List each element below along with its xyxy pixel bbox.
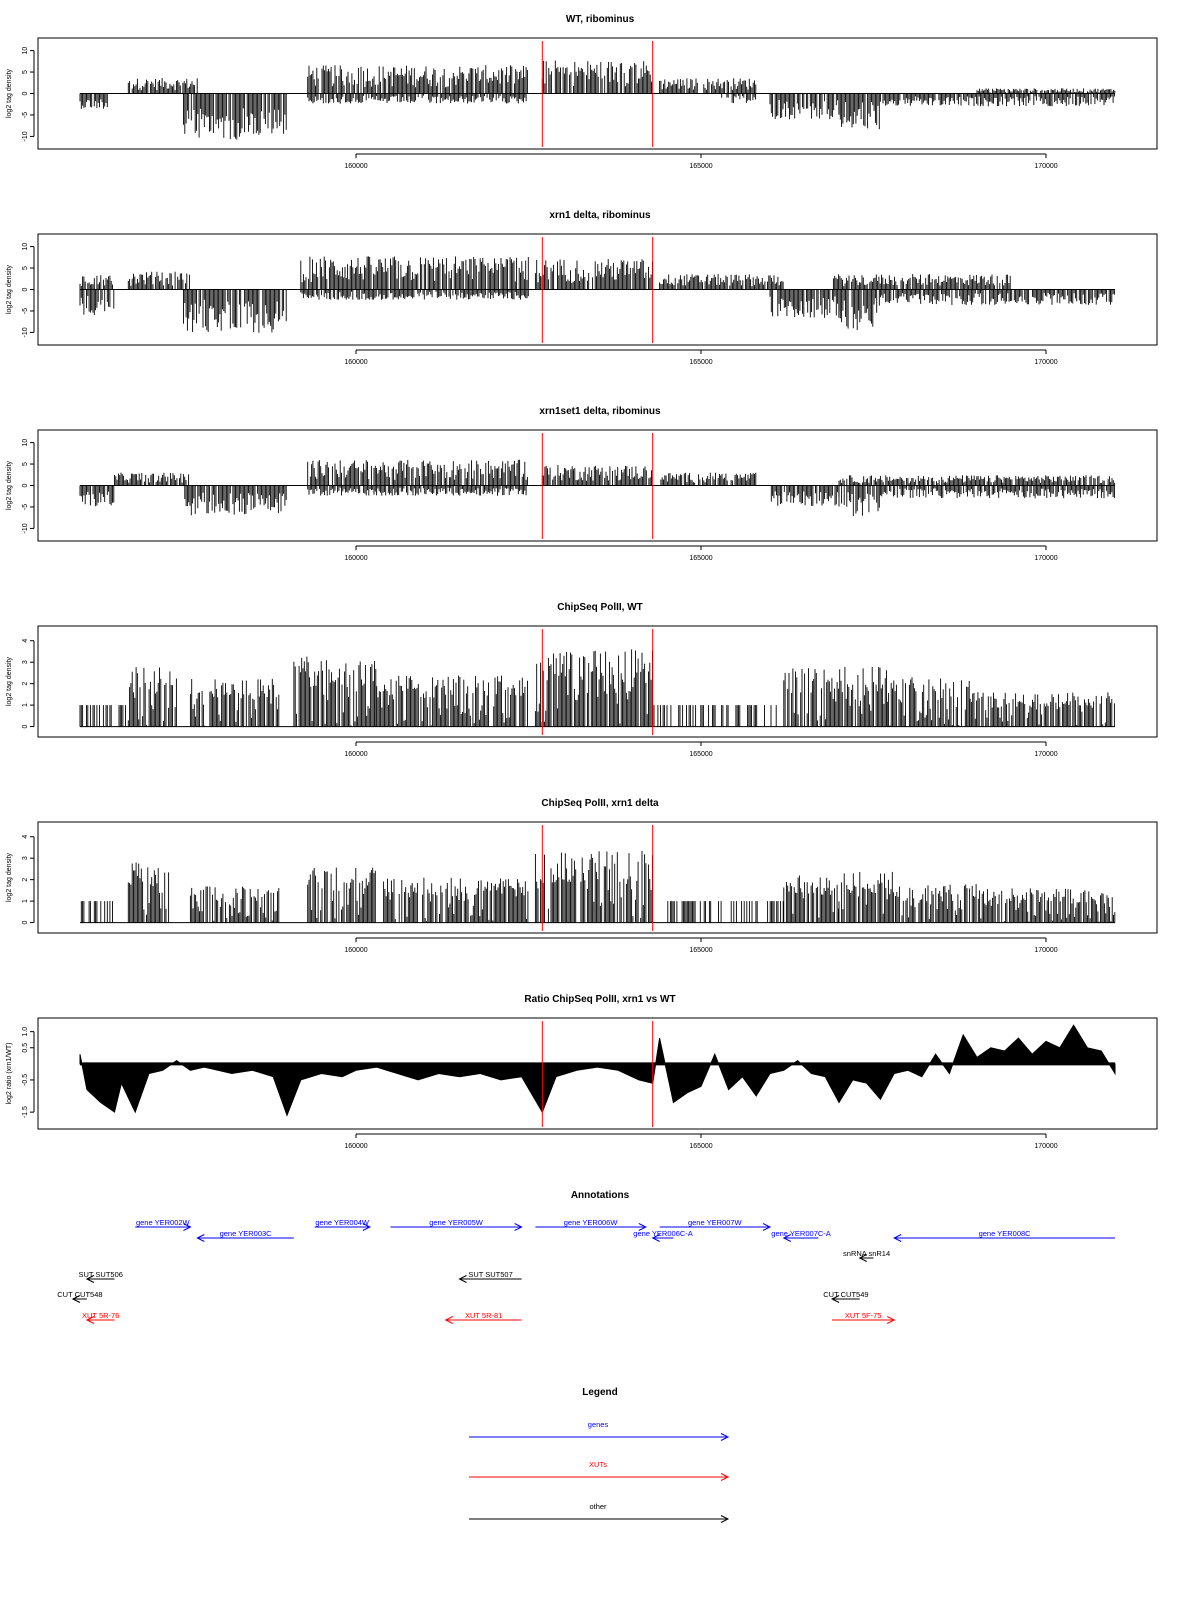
panel-title: xrn1set1 delta, ribominus [539,406,661,417]
y-tick-label: -5 [22,307,29,315]
y-tick-label: 5 [22,462,29,466]
annotation-label: gene YER007W [687,1218,742,1227]
ratio-area [80,1025,1115,1115]
annotation-label: CUT CUT548 [57,1290,103,1299]
x-tick-label: 160000 [344,163,368,170]
annotation-other [823,1290,868,1303]
panel-5 [6,798,1157,954]
y-tick-label: -1.5 [22,1106,29,1119]
legend [469,1387,728,1523]
annotation-other [57,1290,102,1303]
annotation-other [843,1249,890,1262]
legend-label: XUTs [589,1460,607,1469]
panel-1 [6,14,1157,170]
y-tick-label: 0 [22,483,29,488]
x-tick-label: 170000 [1034,947,1058,954]
y-tick-label: 3 [22,856,29,861]
y-tick-label: 0.5 [22,1042,29,1053]
annotation-xut [832,1311,894,1324]
y-tick-label: 0 [22,920,29,925]
x-tick-label: 160000 [344,555,368,562]
annotation-gene [633,1229,692,1242]
annotation-label: XUT 5R-81 [464,1311,503,1320]
x-tick-label: 160000 [344,1143,368,1150]
annotation-label: XUT 5F-75 [844,1311,882,1320]
annotation-label: gene YER005W [429,1218,483,1227]
panel-title: xrn1 delta, ribominus [549,210,651,221]
legend-entry-gene [469,1420,728,1441]
annotation-gene [771,1229,830,1242]
legend-title: Legend [582,1387,618,1398]
x-tick-label: 165000 [689,751,713,758]
data-series [80,460,1115,516]
legend-entry-other [469,1502,728,1523]
y-tick-label: 0 [22,91,29,96]
x-tick-label: 170000 [1034,163,1058,170]
x-tick-label: 170000 [1034,1143,1058,1150]
y-tick-label: 5 [22,70,29,74]
data-series [80,61,1115,140]
annotation-label: XUT 5R-76 [82,1311,120,1320]
x-tick-label: 165000 [689,163,713,170]
y-axis-label: log2 tag density [6,68,13,119]
x-tick-label: 165000 [689,555,713,562]
annotation-other [78,1270,122,1283]
annotation-label: gene YER007C-A [771,1229,831,1238]
data-series [80,649,1115,726]
annotation-xut [446,1311,522,1324]
y-tick-label: 5 [22,266,29,270]
annotation-label: snRNA snR14 [843,1249,891,1258]
x-tick-label: 170000 [1034,555,1058,562]
y-tick-label: 4 [22,638,29,643]
annotations-panel [57,1190,1115,1324]
annotation-label: gene YER004W [315,1218,370,1227]
annotation-label: CUT CUT549 [823,1290,869,1299]
y-tick-label: -10 [22,327,29,338]
y-axis-label: log2 ratio (xrn1/WT) [6,1042,13,1105]
annotation-label: gene YER006W [563,1218,618,1227]
annotations-title: Annotations [570,1190,630,1201]
annotation-gene [135,1218,190,1231]
annotation-gene [197,1229,294,1242]
annotation-gene [894,1229,1115,1242]
y-tick-label: 10 [22,242,29,251]
x-tick-label: 165000 [689,359,713,366]
annotation-gene [315,1218,370,1231]
y-tick-label: -0.5 [22,1073,29,1086]
panel-title: ChipSeq PolII, xrn1 delta [541,798,659,809]
data-series [80,1025,1115,1115]
panel-3 [6,406,1157,562]
x-tick-label: 170000 [1034,359,1058,366]
legend-label: other [589,1502,607,1511]
y-tick-label: -5 [22,503,29,511]
annotation-gene [391,1218,522,1231]
x-tick-label: 160000 [344,359,368,366]
panel-title: ChipSeq PolII, WT [557,602,643,613]
legend-entry-xut [469,1460,728,1481]
y-tick-label: 1 [22,703,29,708]
annotation-label: SUT SUT506 [78,1270,123,1279]
x-tick-label: 170000 [1034,751,1058,758]
data-series [80,851,1115,923]
y-tick-label: -10 [22,131,29,142]
panel-2 [6,210,1157,366]
y-axis-label: log2 tag density [6,264,13,315]
annotation-label: gene YER006C-A [633,1229,693,1238]
y-tick-label: 10 [22,46,29,55]
panel-6 [6,994,1157,1150]
annotation-gene [535,1218,645,1231]
plot-box [38,1018,1157,1129]
y-tick-label: -5 [22,111,29,119]
x-tick-label: 160000 [344,947,368,954]
annotation-label: gene YER002W [135,1218,190,1227]
y-axis-label: log2 tag density [6,656,13,707]
y-tick-label: 3 [22,660,29,665]
y-axis-label: log2 tag density [6,460,13,511]
y-tick-label: 2 [22,681,29,686]
panel-title: Ratio ChipSeq PolII, xrn1 vs WT [524,994,676,1005]
annotation-other [460,1270,522,1283]
x-tick-label: 160000 [344,751,368,758]
x-tick-label: 165000 [689,947,713,954]
data-series [80,256,1115,332]
legend-label: genes [587,1420,609,1429]
y-axis-label: log2 tag density [6,852,13,903]
y-tick-label: 4 [22,834,29,839]
y-tick-label: 2 [22,877,29,882]
y-tick-label: 1 [22,899,29,904]
annotation-label: gene YER008C [978,1229,1031,1238]
y-tick-label: 10 [22,438,29,447]
y-tick-label: -10 [22,523,29,534]
y-tick-label: 0 [22,724,29,729]
panel-title: WT, ribominus [565,14,635,25]
annotation-label: SUT SUT507 [468,1270,513,1279]
annotation-label: gene YER003C [219,1229,272,1238]
x-tick-label: 165000 [689,1143,713,1150]
y-tick-label: 1.0 [22,1026,29,1037]
panel-4 [6,602,1157,758]
annotation-xut [82,1311,119,1324]
y-tick-label: 0 [22,287,29,292]
